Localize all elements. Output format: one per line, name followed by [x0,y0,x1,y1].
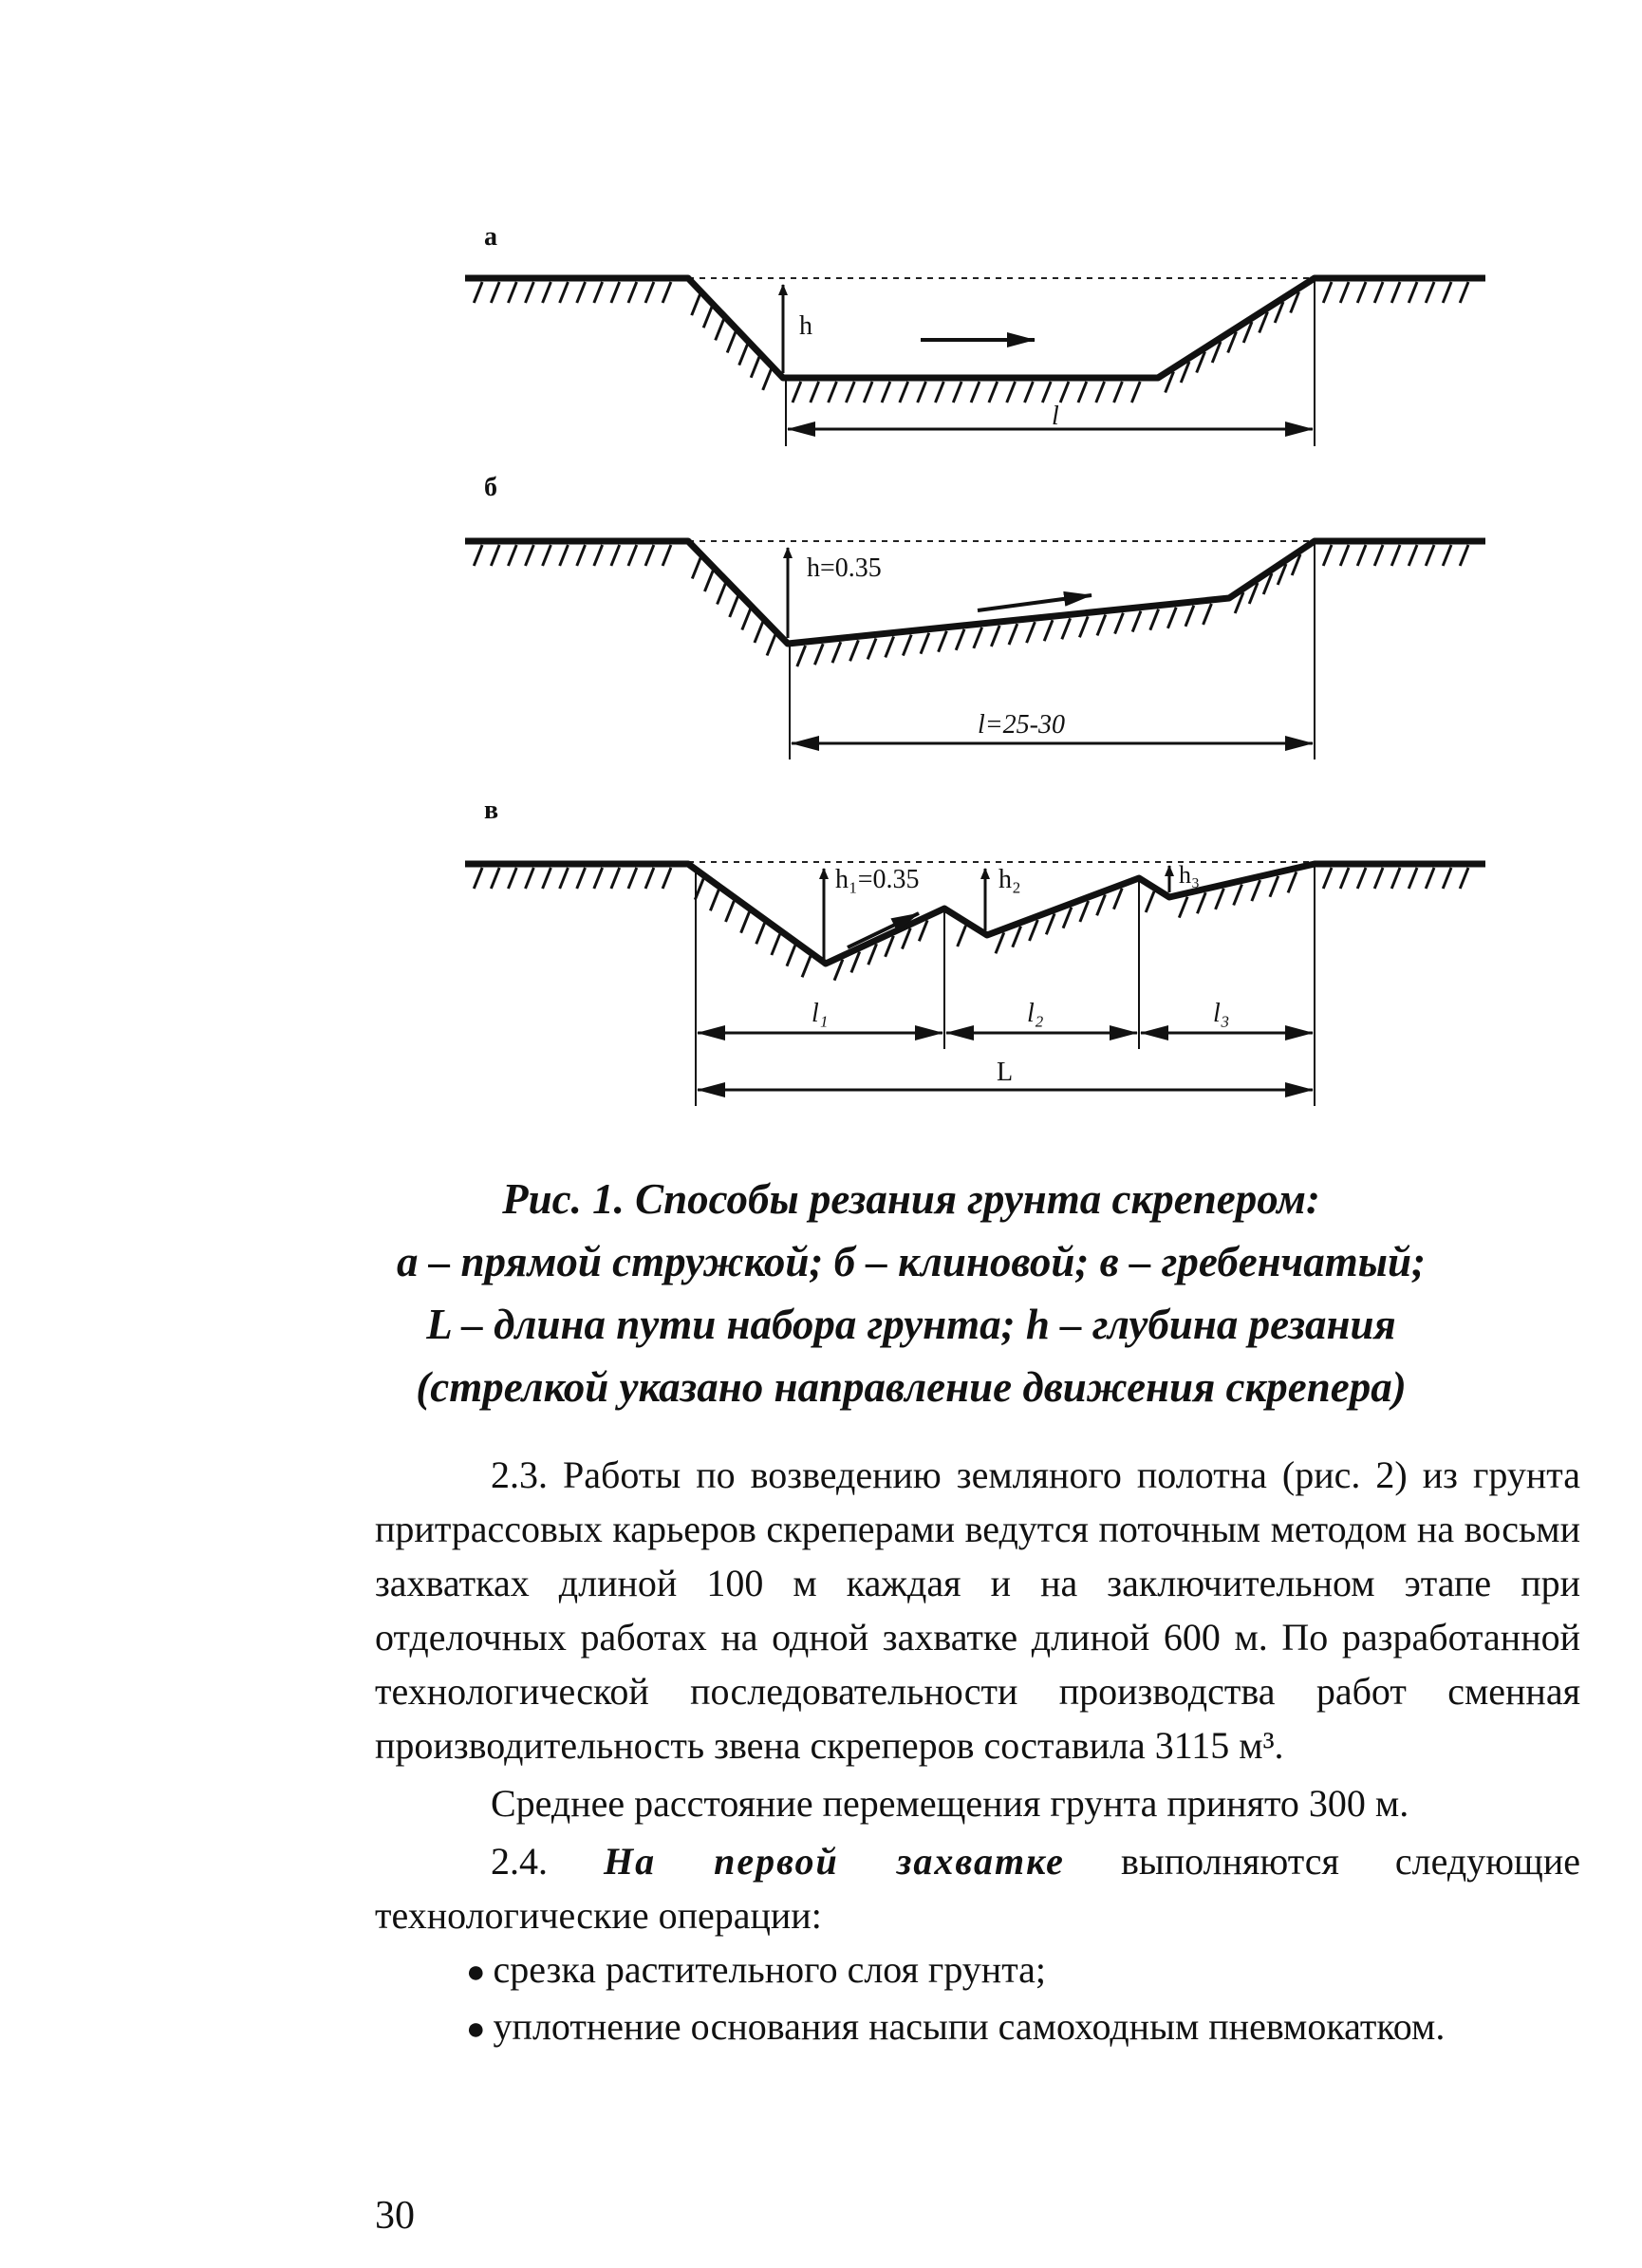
hatch-tick [1097,614,1106,635]
hatch-tick [1323,868,1332,889]
hatch-tick [594,545,603,566]
bullet-item-2 [375,1999,1580,2056]
hatch-tick [1234,885,1242,906]
hatch-tick [491,282,499,303]
hatch-tick [903,635,911,656]
hatch-tick [662,282,671,303]
hatch-tick [594,282,603,303]
hatch-tick [577,545,586,566]
hatch-tick [1046,913,1054,934]
hatch-tick [1340,868,1349,889]
hatch-tick [474,868,482,889]
paragraph-2-4-rest: выполняются следующие технологические операции: [375,1840,1581,1937]
hatch-tick [956,629,964,650]
hatch-tick [1374,868,1383,889]
hatch-tick [1340,282,1349,303]
panel-a-depth-label: h [799,311,812,341]
hatch-tick [1025,382,1034,403]
hatch-tick [727,332,736,353]
hatch-tick [1340,545,1349,566]
hatch-tick [1060,382,1069,403]
hatch-tick [741,912,750,933]
hatch-tick [868,638,876,659]
hatch-tick [1179,897,1187,918]
hatch-tick [1027,622,1036,643]
bullet-item-2-text: уплотнение основания насыпи самоходным пневмокатком. [493,2005,1446,2048]
caption-line-4: (стрелкой указано направление движения скрепера) [416,1363,1407,1411]
hatch-tick [1443,868,1451,889]
hatch-tick [1114,382,1123,403]
hatch-tick [1323,545,1332,566]
hatch-tick [882,382,890,403]
hatch-tick [645,868,654,889]
panel-b-letter: б [484,473,497,502]
panel-a-letter: а [484,222,497,252]
caption-line-3: L – длина пути набора грунта; h – глубина резания [426,1301,1396,1348]
hatch-tick [718,584,726,605]
panel-a-length-label: l [1052,402,1059,431]
hatch-tick [1062,618,1071,639]
hatch-tick [1357,868,1366,889]
hatch-tick [772,934,780,955]
hatch-tick [864,382,872,403]
panel-b-depth-label: h=0.35 [807,553,882,583]
hatch-tick [1115,613,1124,634]
bullet-item-1 [375,1942,1580,1999]
caption-line-1: Рис. 1. Способы резания грунта скрепером: [502,1175,1320,1223]
panel-v-ground-profile [465,864,1485,964]
hatch-tick [742,609,751,630]
paragraph-2-4-number: 2.4. [491,1840,548,1883]
hatch-tick [1080,901,1089,922]
panel-v-depth1-label: h₁=0.35 [835,865,920,894]
panel-b [465,473,1485,759]
hatch-tick [1391,545,1400,566]
hatch-tick [850,640,859,661]
panel-a-hatching [474,282,1468,403]
hatch-tick [918,382,926,403]
hatch-tick [1288,872,1297,892]
hatch-tick [1391,282,1400,303]
panel-v-depth3-label: h₃ [1179,861,1201,889]
hatch-tick [560,545,569,566]
hatch-tick [739,345,748,366]
hatch-tick [474,545,482,566]
hatch-tick [1374,282,1383,303]
hatch-tick [662,545,671,566]
panel-b-hatching [474,545,1468,666]
hatch-tick [996,932,1004,953]
hatch-tick [974,628,982,648]
hatch-tick [1443,282,1451,303]
hatch-tick [1042,382,1051,403]
bullet-item-1-text: срезка растительного слоя грунта; [493,1948,1047,1991]
hatch-tick [1357,545,1366,566]
hatch-tick [611,868,620,889]
hatch-tick [662,868,671,889]
hatch-tick [1460,868,1468,889]
hatch-tick [935,382,943,403]
hatch-tick [756,923,765,944]
hatch-tick [1079,616,1088,637]
hatch-tick [1252,880,1260,901]
hatch-tick [628,868,637,889]
figure-caption [380,1168,1443,1418]
hatch-tick [763,369,772,390]
hatch-tick [939,631,947,652]
hatch-tick [628,545,637,566]
hatch-tick [1426,868,1434,889]
hatch-tick [1167,608,1176,628]
hatch-tick [692,558,700,579]
hatch-tick [508,282,516,303]
hatch-tick [526,868,534,889]
paragraph-2-4-emphasis: На первой захватке [604,1840,1065,1883]
hatch-tick [491,545,499,566]
hatch-tick [1030,920,1038,941]
hatch-tick [1460,282,1468,303]
hatch-tick [474,282,482,303]
hatch-tick [971,382,980,403]
hatch-tick [832,642,841,663]
panel-v-depth2-label: h₂ [998,865,1021,894]
hatch-tick [726,901,735,922]
bullet-dot-icon: ● [466,2012,486,2047]
hatch-tick [1426,282,1434,303]
hatch-tick [989,382,998,403]
hatch-tick [1044,620,1053,641]
hatch-tick [645,545,654,566]
hatch-tick [611,545,620,566]
paragraph-2-4 [375,1834,1580,1942]
hatch-tick [645,282,654,303]
hatch-tick [1409,282,1417,303]
panel-a-ground-profile [465,278,1485,378]
hatch-tick [611,282,620,303]
caption-line-2: а – прямой стружкой; б – клиновой; в – гребенчатый; [396,1238,1427,1285]
hatch-tick [1097,894,1106,915]
panel-v-L-label: L [997,1058,1014,1087]
bullet-dot-icon: ● [466,1955,486,1990]
hatch-tick [710,890,718,910]
hatch-tick [1063,908,1072,928]
hatch-tick [829,382,837,403]
hatch-tick [991,626,999,647]
hatch-tick [1409,545,1417,566]
hatch-tick [886,636,894,657]
hatch-tick [846,382,854,403]
hatch-tick [797,646,806,666]
hatch-tick [811,382,819,403]
hatch-tick [787,946,795,966]
panel-b-direction-arrow [978,595,1092,610]
hatch-tick [730,596,738,617]
hatch-tick [1216,889,1224,909]
hatch-tick [1409,868,1417,889]
panel-b-ground-profile [465,541,1485,644]
hatch-tick [1270,876,1278,897]
hatch-tick [1357,282,1366,303]
paragraph-distance: Среднее расстояние перемещения грунта принято 300 м. [491,1782,1409,1825]
hatch-tick [953,382,961,403]
page-number: 30 [375,2194,415,2238]
hatch-tick [1460,545,1468,566]
panel-v-l1-label: l₁ [812,999,829,1028]
hatch-tick [1131,382,1140,403]
hatch-tick [543,282,551,303]
hatch-tick [716,319,724,340]
hatch-tick [703,307,712,328]
hatch-tick [1078,382,1087,403]
hatch-tick [594,868,603,889]
hatch-tick [508,545,516,566]
hatch-tick [543,868,551,889]
hatch-tick [543,545,551,566]
panel-b-length-label: l=25-30 [978,710,1065,740]
hatch-tick [1009,624,1017,645]
hatch-tick [1443,545,1451,566]
hatch-tick [692,294,700,315]
hatch-tick [491,868,499,889]
hatch-tick [755,622,763,643]
hatch-tick [1113,889,1122,909]
hatch-tick [802,956,811,977]
hatch-tick [1204,604,1212,625]
hatch-tick [577,282,586,303]
hatch-tick [767,635,775,656]
hatch-tick [560,868,569,889]
hatch-tick [814,644,823,665]
hatch-tick [1013,927,1021,947]
hatch-tick [577,868,586,889]
hatch-tick [508,868,516,889]
hatch-tick [560,282,569,303]
hatch-tick [1150,609,1159,630]
hatch-tick [1132,611,1141,632]
panel-v-l3-label: l₃ [1213,999,1230,1028]
hatch-tick [958,926,966,947]
hatch-tick [704,571,713,591]
hatch-tick [526,545,534,566]
hatch-tick [921,633,929,654]
hatch-tick [1391,868,1400,889]
hatch-tick [1374,545,1383,566]
hatch-tick [751,357,759,378]
panel-v-l2-label: l₂ [1027,999,1044,1028]
hatch-tick [1146,891,1154,912]
hatch-tick [793,382,801,403]
panel-v [465,796,1485,1106]
panel-a [465,222,1485,446]
body-text [375,1448,1580,2056]
hatch-tick [1185,606,1194,627]
panel-v-letter: в [484,796,499,825]
hatch-tick [1007,382,1016,403]
hatch-tick [900,382,908,403]
paragraph-2-3: 2.3. Работы по возведению земляного полотна (рис. 2) из грунта притрассовых карьеров скреперами ведутся поточным методом на восьми захватках длиной 100 м каждая и на заключительном этапе при отделочных работах на одной захватке длиной 600 м. По разработанной технологической последовательности производства работ сменная производительность звена скреперов составила 3115 м³. [375,1453,1580,1767]
hatch-tick [526,282,534,303]
hatch-tick [1096,382,1105,403]
hatch-tick [1426,545,1434,566]
hatch-tick [1323,282,1332,303]
hatch-tick [1197,892,1205,913]
hatch-tick [628,282,637,303]
